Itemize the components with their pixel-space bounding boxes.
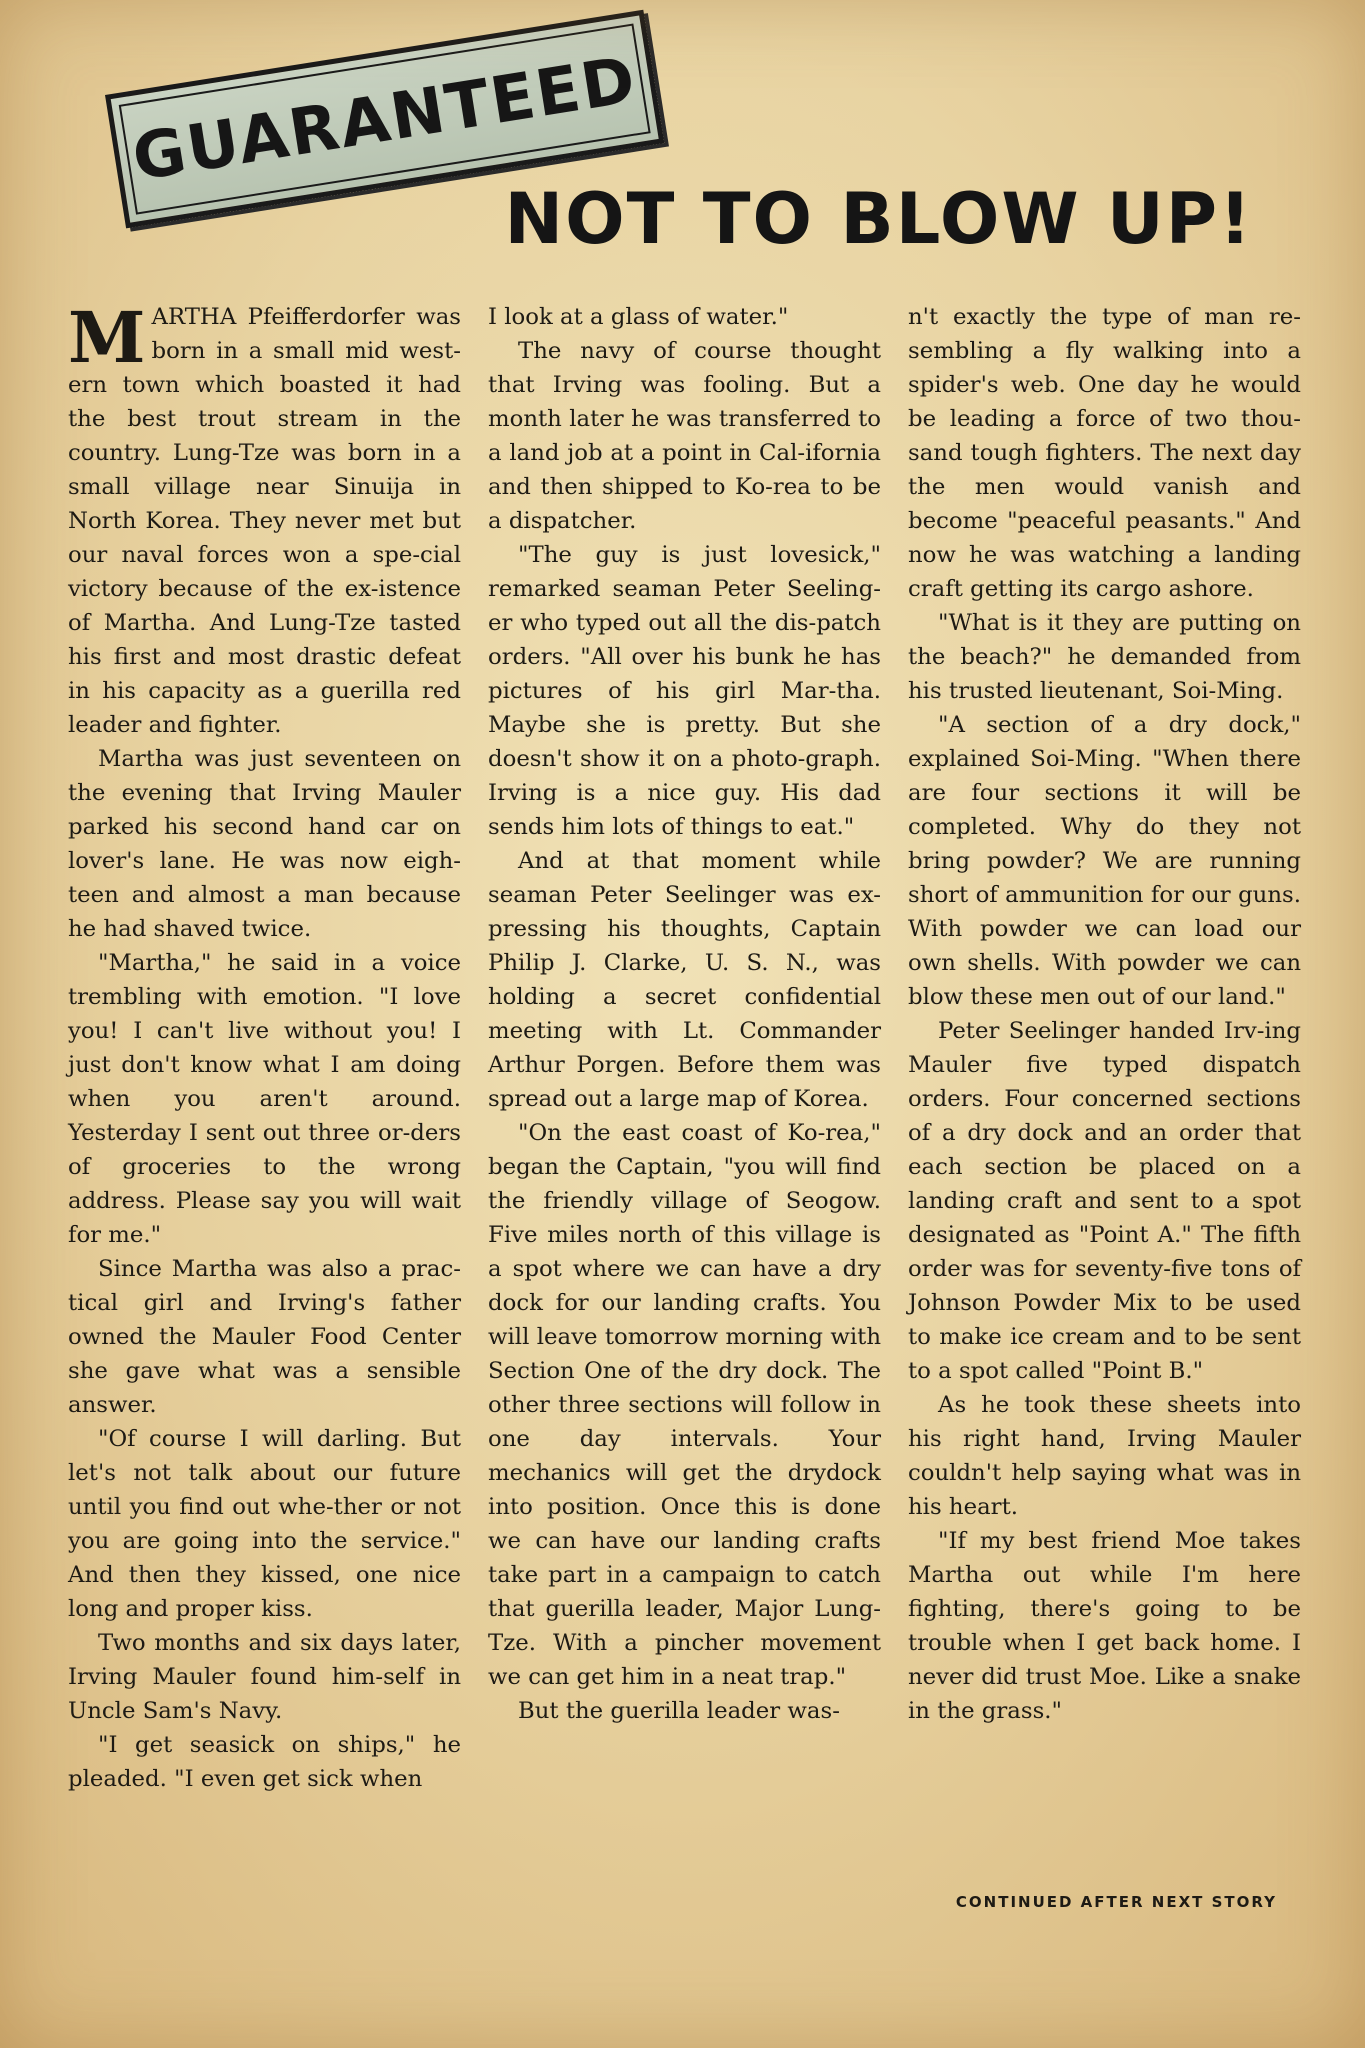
paragraph: I look at a glass of water." [488, 304, 789, 330]
paragraph: "I get seasick on ships," he pleaded. "I even get sick when [68, 1732, 461, 1792]
column-1 [68, 296, 461, 1880]
paragraph-text: ARTHA Pfeifferdorfer was born in a small mid west-ern town which boasted it had the best trout stream in the country. Lung-Tze was born in a small village near Sinuija in North Korea. They never met but our naval forces won a spe-cial victory because of the ex-istence of Martha. And Lung-Tze tasted his first and most drastic defeat in his capacity as a guerilla red leader and fighter. [68, 304, 461, 738]
paragraph: Peter Seelinger handed Irv-ing Mauler five typed dispatch orders. Four concerned sections of a dry dock and an order that each section be placed on a landing craft and sent to a spot designated as "Point A." The fifth order was for seventy-five tons of Johnson Powder Mix to be used to make ice cream and to be sent to a spot called "Point B." [908, 1018, 1301, 1384]
paragraph: Two months and six days later, Irving Mauler found him-self in Uncle Sam's Navy. [68, 1630, 461, 1724]
headline: NOT TO BLOW UP! [504, 178, 1253, 260]
paragraph: "If my best friend Moe takes Martha out while I'm here fighting, there's going to be trouble when I get back home. I never did trust Moe. Like a snake in the grass." [908, 1528, 1301, 1724]
paragraph: Martha was just seventeen on the evening that Irving Mauler parked his second hand car on lover's lane. He was now eigh-teen and almost a man because he had shaved twice. [68, 746, 461, 942]
story-columns [68, 296, 1301, 1880]
paragraph: The navy of course thought that Irving was fooling. But a month later he was transferred to a land job at a point in Cal-ifornia and then shipped to Ko-rea to be a dispatcher. [488, 338, 881, 534]
column-2 [488, 300, 881, 1880]
paragraph: "On the east coast of Ko-rea," began the Captain, "you will find the friendly village of Seogow. Five miles north of this village is a spot where we can have a dry dock for our landing crafts. You will leave tomorrow morning with Section One of the dry dock. The other three sections will follow in one day intervals. Your mechanics will get the drydock into position. Once this is done we can have our landing crafts take part in a campaign to catch that guerilla leader, Major Lung-Tze. With a pincher movement we can get him in a neat trap." [488, 1120, 881, 1690]
paragraph: And at that moment while seaman Peter Seelinger was ex-pressing his thoughts, Captain Philip J. Clarke, U. S. N., was holding a secret confidential meeting with Lt. Commander Arthur Porgen. Before them was spread out a large map of Korea. [488, 848, 881, 1112]
paragraph: "A section of a dry dock," explained Soi-Ming. "When there are four sections it will be completed. Why do they not bring powder? We are running short of ammunition for our guns. With powder we can load our own shells. With powder we can blow these men out of our land." [908, 712, 1301, 1010]
stamp-label: GUARANTEED [127, 42, 642, 196]
paragraph: "Of course I will darling. But let's not talk about our future until you find out whe-ther or not you are going into the service." And then they kissed, one nice long and proper kiss. [68, 1426, 461, 1622]
drop-cap: M [68, 296, 146, 379]
paragraph: Since Martha was also a prac-tical girl and Irving's father owned the Mauler Food Center she gave what was a sensible answer. [68, 1256, 461, 1418]
continued-notice: CONTINUED AFTER NEXT STORY [955, 1893, 1277, 1911]
paragraph: As he took these sheets into his right hand, Irving Mauler couldn't help saying what was in his heart. [908, 1392, 1301, 1520]
column-3 [908, 300, 1301, 1880]
paragraph: "The guy is just lovesick," remarked seaman Peter Seeling-er who typed out all the dis-patch orders. "All over his bunk he has pictures of his girl Mar-tha. Maybe she is pretty. But she doesn't show it on a photo-graph. Irving is a nice guy. His dad sends him lots of things to eat." [488, 542, 881, 840]
paragraph: But the guerilla leader was- [518, 1698, 840, 1724]
paragraph [68, 296, 461, 742]
paragraph: n't exactly the type of man re-sembling a fly walking into a spider's web. One day he would be leading a force of two thou-sand tough fighters. The next day the men would vanish and become "peaceful peasants." And now he was watching a landing craft getting its cargo ashore. [908, 304, 1301, 602]
paragraph: "Martha," he said in a voice trembling with emotion. "I love you! I can't live without you! I just don't know what I am doing when you aren't around. Yesterday I sent out three or-ders of groceries to the wrong address. Please say you will wait for me." [68, 950, 461, 1248]
paragraph: "What is it they are putting on the beach?" he demanded from his trusted lieutenant, Soi-Ming. [908, 610, 1301, 704]
